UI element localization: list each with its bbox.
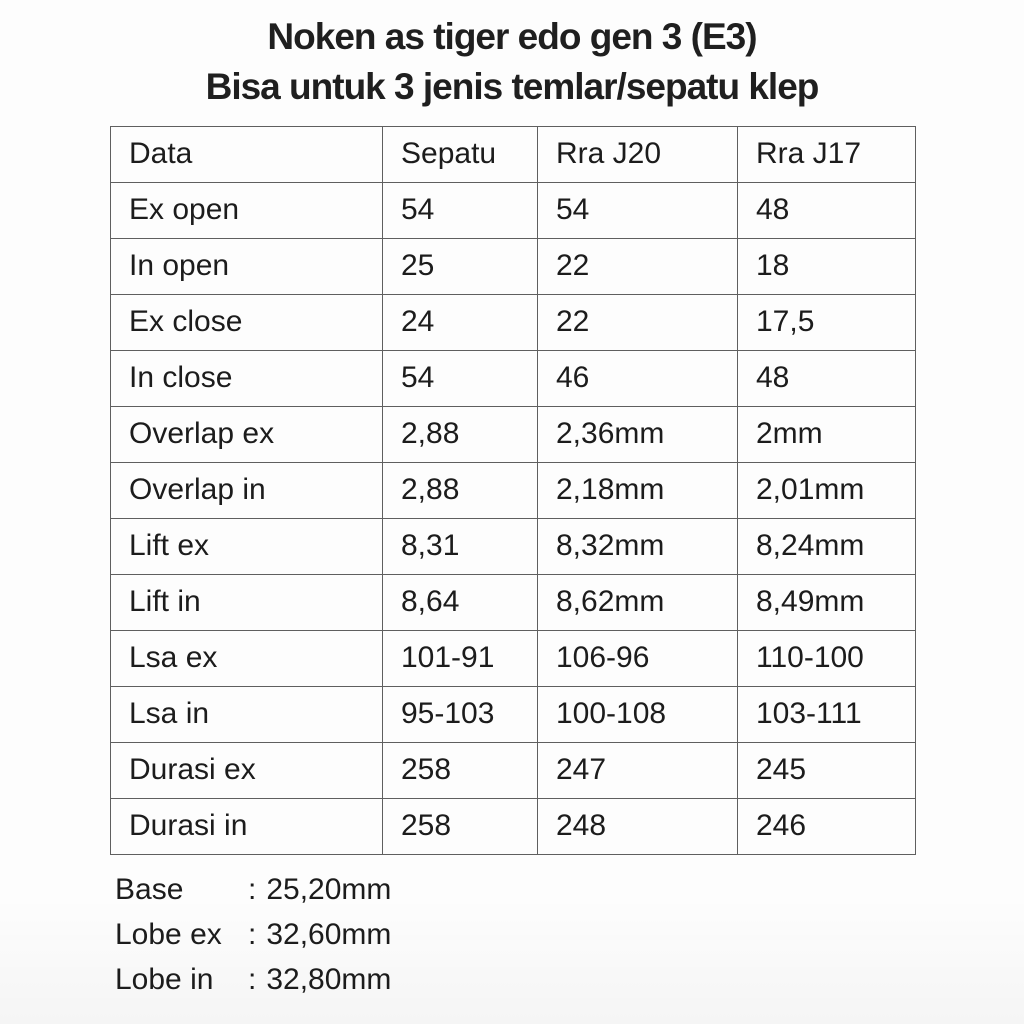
cell-value: 17,5 [738,294,916,350]
cell-value: 25 [383,238,538,294]
cell-value: 8,64 [383,574,538,630]
table-row [111,462,916,518]
cell-value: 101-91 [383,630,538,686]
cell-value: 8,31 [383,518,538,574]
cell-value: 48 [738,350,916,406]
row-label: Lift ex [111,518,383,574]
column-header-rra-j17: Rra J17 [738,126,916,182]
footer-line-lobe-in [115,963,1024,1008]
page-title [0,12,1024,112]
cell-value: 100-108 [538,686,738,742]
footer-value: 32,60mm [266,917,392,951]
cell-value: 54 [538,182,738,238]
row-label: Lift in [111,574,383,630]
row-label: Lsa in [111,686,383,742]
footer-label: Base [115,872,184,906]
footer-line-lobe-ex [115,918,1024,963]
table-row [111,350,916,406]
row-label: Ex close [111,294,383,350]
cell-value: 22 [538,238,738,294]
cell-value: 246 [738,798,916,854]
cell-value: 2,88 [383,406,538,462]
footer-separator: : [248,917,257,951]
table-row [111,574,916,630]
footer-label: Lobe ex [115,917,222,951]
row-label: Durasi in [111,798,383,854]
footer-value: 32,80mm [266,962,392,996]
cell-value: 8,49mm [738,574,916,630]
cell-value: 2mm [738,406,916,462]
column-header-rra-j20: Rra J20 [538,126,738,182]
cell-value: 2,36mm [538,406,738,462]
footer-separator: : [248,872,257,906]
table-row [111,686,916,742]
cell-value: 46 [538,350,738,406]
cell-value: 54 [383,182,538,238]
cell-value: 54 [383,350,538,406]
column-header-data: Data [111,126,383,182]
cell-value: 258 [383,798,538,854]
cell-value: 103-111 [738,686,916,742]
table-row [111,182,916,238]
table-row [111,238,916,294]
cell-value: 24 [383,294,538,350]
title-line-1: Noken as tiger edo gen 3 (E3) [267,16,757,57]
row-label: Ex open [111,182,383,238]
footer-value: 25,20mm [266,872,392,906]
cell-value: 258 [383,742,538,798]
row-label: Durasi ex [111,742,383,798]
cell-value: 2,18mm [538,462,738,518]
row-label: In close [111,350,383,406]
cell-value: 8,62mm [538,574,738,630]
footer-line-base [115,873,1024,918]
title-line-2: Bisa untuk 3 jenis temlar/sepatu klep [205,65,819,107]
header-row [111,126,916,182]
cell-value: 48 [738,182,916,238]
cell-value: 95-103 [383,686,538,742]
camshaft-spec-table [110,126,916,855]
row-label: Overlap ex [111,406,383,462]
cell-value: 22 [538,294,738,350]
column-header-sepatu: Sepatu [383,126,538,182]
table-row [111,406,916,462]
footer-notes [115,873,1024,1008]
cell-value: 247 [538,742,738,798]
cell-value: 245 [738,742,916,798]
row-label: Overlap in [111,462,383,518]
cell-value: 110-100 [738,630,916,686]
table-row [111,294,916,350]
cell-value: 2,88 [383,462,538,518]
cell-value: 248 [538,798,738,854]
table-row [111,742,916,798]
table-row [111,518,916,574]
footer-separator: : [248,962,257,996]
table-row [111,798,916,854]
row-label: Lsa ex [111,630,383,686]
cell-value: 8,32mm [538,518,738,574]
cell-value: 18 [738,238,916,294]
cell-value: 8,24mm [738,518,916,574]
cell-value: 2,01mm [738,462,916,518]
row-label: In open [111,238,383,294]
cell-value: 106-96 [538,630,738,686]
footer-label: Lobe in [115,962,214,996]
table-row [111,630,916,686]
